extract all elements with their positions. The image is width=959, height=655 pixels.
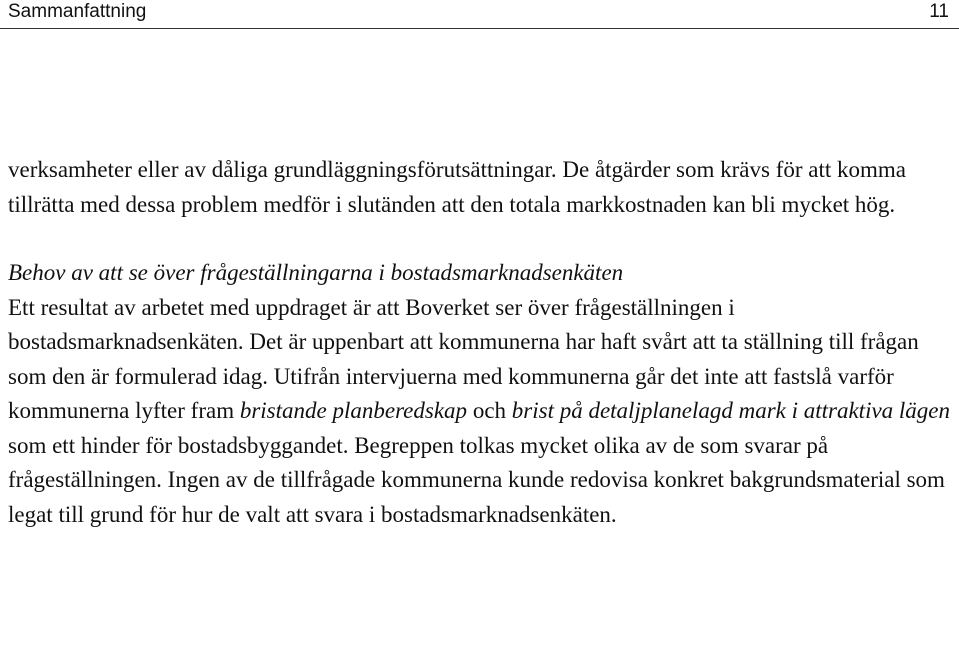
section-title: Sammanfattning [8,1,147,22]
paragraph-continued: verksamheter eller av dåliga grundläggningsförutsättningar. De åtgärder som krävs för att komma tillrätta med dessa problem medför i slutänden att den totala markkostnaden kan bli mycket hög. [8,157,906,217]
body-text [8,153,953,532]
page-number: 11 [929,1,949,22]
running-header [0,0,959,29]
paragraph-main [8,291,953,533]
paragraph-text: och [472,398,507,423]
paragraph-text: som ett hinder för bostadsbyggandet. Begreppen tolkas mycket olika av de som svarar på frågeställningen. Ingen av de tillfrågade kommunerna kunde redovisa konkret bakgrundsmaterial som legat till grund för hur de valt att svara i bostadsmarknadsenkäten. [8,432,945,527]
italic-term-planberedskap: bristande planberedskap [239,398,468,423]
section-heading: Behov av att se över frågeställningarna i bostadsmarknadsenkäten [8,260,624,285]
italic-term-detaljplanelagd-mark: brist på detaljplanelagd mark i attraktiva lägen [511,398,951,423]
paragraph-text: Ett resultat av arbetet med uppdraget är att Boverket ser över frågeställningen i bostadsmarknadsenkäten. Det är uppenbart att kommunerna har haft svårt att ta ställning till frågan som den är formulerad idag. Utifrån intervjuerna med kommunerna går det inte att fastslå varför kommunerna lyfter fram [8,294,919,423]
